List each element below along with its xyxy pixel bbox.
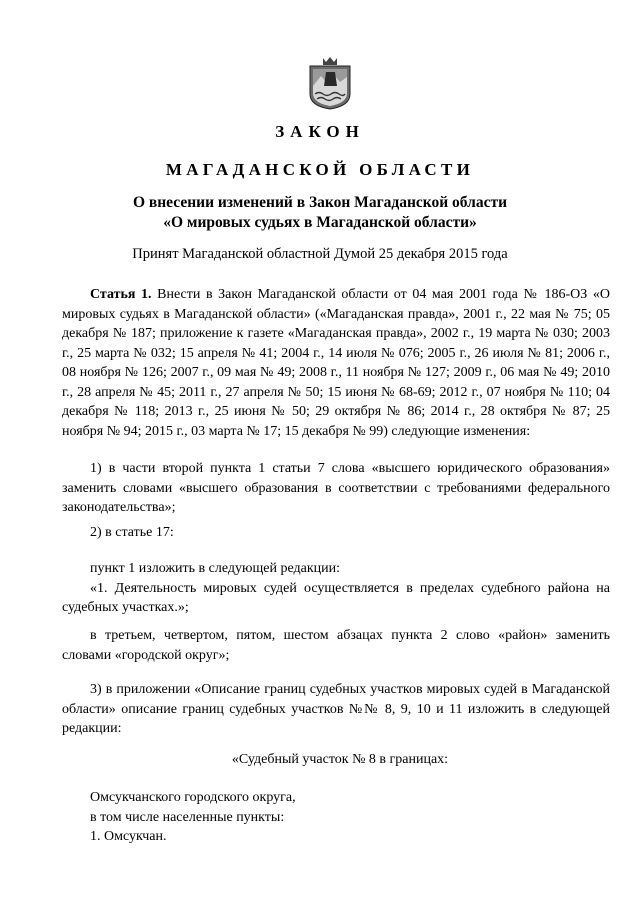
location-line-2: в том числе населенные пункты: (90, 809, 285, 825)
document-title-region: МАГАДАНСКОЙ ОБЛАСТИ (165, 160, 475, 179)
coat-of-arms-icon (309, 56, 351, 110)
court-8-heading: «Судебный участок № 8 в границах: (231, 752, 449, 767)
article-1-text: Внести в Закон Магаданской области от 04 мая 2001 года № 186-ОЗ «О мировых судьях в Магаданской области» («Магаданская правда», 2001 г., 22 мая № 75; 05 декабря № 187; приложение к газете «Магаданская правда», 2002 г., 19 марта № 030; 2003 г., 25 марта № 032; 15 апреля № 41; 2004 г., 14 июля № 076; 2005 г., 26 июля № 81; 2006 г., 08 ноября № 126; 2007 г., 09 мая № 49; 2008 г., 11 ноября № 127; 2009 г., 06 мая № 49; 2010 г., 28 апреля № 45; 2011 г., 27 апреля № 50; 15 июня № 68-69; 2012 г., 07 ноября № 110; 04 декабря № 118; 2013 г., 25 июня № 50; 29 октября № 86; 2014 г., 28 октября № 87; 25 ноября № 94; 2015 г., 03 марта № 17; 15 декабря № 99) следующие изменения: (62, 287, 610, 439)
article-1-label: Статья 1. (90, 287, 152, 302)
item-2-point-1-intro: пункт 1 изложить в следующей редакции: (90, 561, 340, 576)
article-1 (62, 285, 610, 441)
adoption-line: Принят Магаданской областной Думой 25 декабря 2015 года (132, 246, 508, 262)
item-2-point-1 (62, 559, 610, 618)
location-line-3: 1. Омсукчан. (90, 829, 167, 844)
item-3: 3) в приложении «Описание границ судебных участков мировых судей в Магаданской области» описание границ судебных участков №№ 8, 9, 10 и 11 изложить в следующей редакции: (62, 682, 610, 736)
court-8-locations (90, 788, 590, 847)
item-2-point-1-quote: «1. Деятельность мировых судей осуществляется в пределах судебного района на судебных участках.»; (62, 580, 610, 615)
item-1: 1) в части второй пункта 1 статьи 7 слова «высшего юридического образования» заменить словами «высшего образования в соответствии с требованиями федерального законодательства»; (62, 461, 610, 515)
item-2-point-2: в третьем, четвертом, пятом, шестом абзацах пункта 2 слово «район» заменить словами «городской округ»; (62, 628, 610, 663)
law-subject-line1: О внесении изменений в Закон Магаданской области (132, 194, 508, 211)
item-2: 2) в статье 17: (90, 525, 174, 540)
location-line-1: Омсукчанского городского округа, (90, 790, 296, 805)
law-subject (0, 193, 640, 233)
law-subject-line2: «О мировых судьях в Магаданской области» (163, 214, 477, 231)
document-title-law: ЗАКОН (275, 122, 365, 141)
